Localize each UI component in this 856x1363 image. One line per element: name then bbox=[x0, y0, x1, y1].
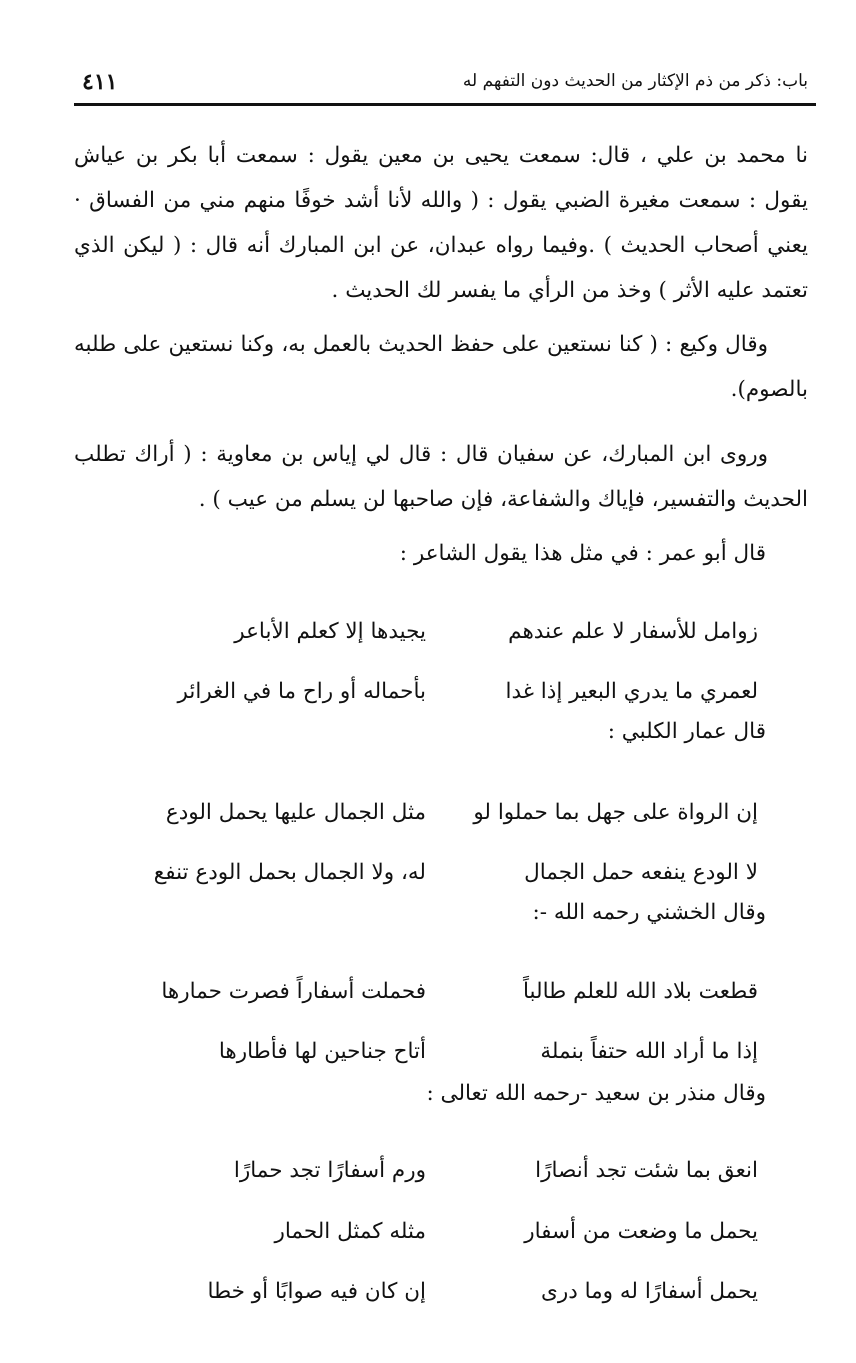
verse-8-second-hemistich: مثله كمثل الحمار bbox=[274, 1219, 426, 1244]
verse-2-second-hemistich: بأحماله أو راح ما في الغرائر bbox=[177, 679, 426, 704]
verse-8-first-hemistich: يحمل ما وضعت من أسفار bbox=[524, 1219, 758, 1244]
poem-intro-2: قال عمار الكلبي : bbox=[607, 719, 766, 744]
poem-intro-1: قال أبو عمر : في مثل هذا يقول الشاعر : bbox=[399, 541, 766, 566]
verse-5-second-hemistich: فحملت أسفاراً فصرت حمارها bbox=[161, 979, 426, 1004]
verse-4-second-hemistich: له، ولا الجمال بحمل الودع تنفع bbox=[153, 860, 426, 885]
verse-9-second-hemistich: إن كان فيه صوابًا أو خطا bbox=[207, 1279, 426, 1304]
verse-3-second-hemistich: مثل الجمال عليها يحمل الودع bbox=[165, 800, 426, 825]
verse-2-first-hemistich: لعمري ما يدري البعير إذا غدا bbox=[505, 679, 758, 704]
verse-9-first-hemistich: يحمل أسفارًا له وما درى bbox=[541, 1279, 758, 1304]
verse-3-first-hemistich: إن الرواة على جهل بما حملوا لو bbox=[473, 800, 758, 825]
verse-6-second-hemistich: أتاح جناحين لها فأطارها bbox=[218, 1039, 426, 1064]
verse-5-first-hemistich: قطعت بلاد الله للعلم طالباً bbox=[522, 979, 758, 1004]
paragraph-3: وروى ابن المبارك، عن سفيان قال : قال لي إياس بن معاوية : ( أراك تطلب الحديث والتفسير، فإياك والشفاعة، فإن صاحبها لن يسلم من عيب ) . bbox=[74, 442, 808, 512]
page-number: ٤١١ bbox=[82, 69, 118, 95]
verse-1-second-hemistich: يجيدها إلا كعلم الأباعر bbox=[234, 619, 426, 644]
verse-6-first-hemistich: إذا ما أراد الله حتفاً بنملة bbox=[540, 1039, 758, 1064]
poem-intro-4: وقال منذر بن سعيد -رحمه الله تعالى : bbox=[426, 1081, 766, 1106]
poem-intro-3: وقال الخشني رحمه الله -: bbox=[532, 900, 766, 925]
header-rule bbox=[74, 103, 816, 106]
paragraph-1: نا محمد بن علي ، قال: سمعت يحيى بن معين يقول : سمعت أبا بكر بن عياش يقول : سمعت مغيرة الضبي يقول : ( والله لأنا أشد خوفًا منهم مني من الفساق · يعني أصحاب الحديث ) .وفيما رواه عبدان، عن ابن المبارك أنه قال : ( ليكن الذي تعتمد عليه الأثر ) وخذ من الرأي ما يفسر لك الحديث . bbox=[74, 143, 808, 303]
verse-7-first-hemistich: انعق بما شئت تجد أنصارًا bbox=[535, 1158, 758, 1183]
verse-7-second-hemistich: ورم أسفارًا تجد حمارًا bbox=[233, 1158, 426, 1183]
running-title: باب: ذكر من ذم الإكثار من الحديث دون التفهم له bbox=[462, 71, 808, 91]
paragraph-2: وقال وكيع : ( كنا نستعين على حفظ الحديث بالعمل به، وكنا نستعين على طلبه بالصوم). bbox=[74, 332, 808, 402]
verse-1-first-hemistich: زوامل للأسفار لا علم عندهم bbox=[508, 619, 758, 644]
verse-4-first-hemistich: لا الودع ينفعه حمل الجمال bbox=[524, 860, 758, 885]
